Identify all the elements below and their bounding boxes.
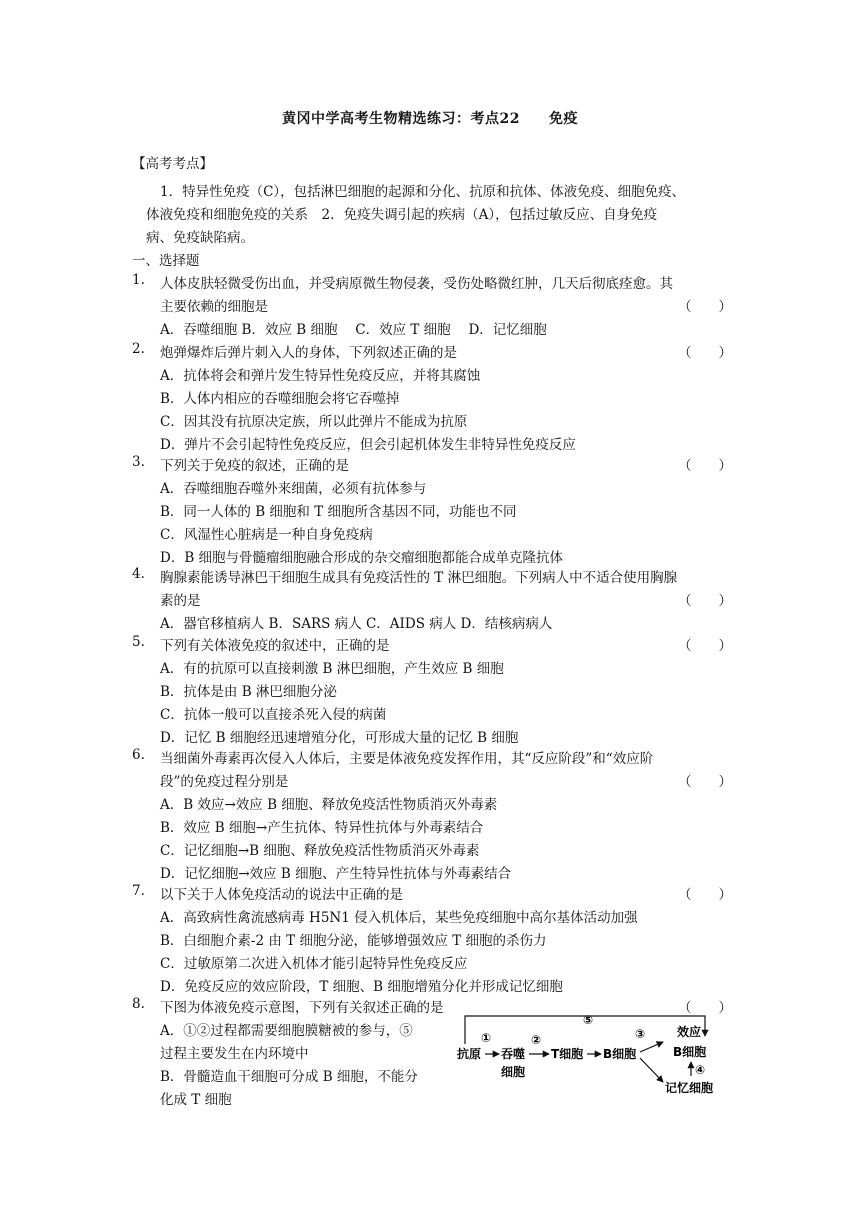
option: A．器官移植病人 B．SARS 病人 C．AIDS 病人 D．结核病病人 xyxy=(160,616,553,632)
option: D．记忆 B 细胞经迅速增殖分化，可形成大量的记忆 B 细胞 xyxy=(160,730,519,746)
option: C．抗体一般可以直接杀死入侵的病菌 xyxy=(160,707,387,723)
step3-label: ③ xyxy=(635,1027,646,1041)
effector-label: 效应 xyxy=(677,1025,702,1039)
answer-blank: （ ） xyxy=(678,299,732,315)
answer-blank: （ ） xyxy=(678,638,732,654)
question-text: 当细菌外毒素再次侵入人体后，主要是体液免疫发挥作用，其“反应阶段”和“效应阶 xyxy=(160,751,654,767)
option: D．免疫反应的效应阶段，T 细胞、B 细胞增殖分化并形成记忆细胞 xyxy=(160,979,563,995)
question-text: 以下关于人体免疫活动的说法中正确的是 xyxy=(160,887,403,903)
option: B．抗体是由 B 淋巴细胞分泌 xyxy=(160,684,337,700)
option: B．人体内相应的吞噬细胞会将它吞噬掉 xyxy=(160,391,400,407)
option: A．高致病性禽流感病毒 H5N1 侵入机体后，某些免疫细胞中高尔基体活动加强 xyxy=(160,910,638,926)
answer-blank: （ ） xyxy=(678,774,732,790)
question-number: 3. xyxy=(132,454,145,470)
b-cell-label: B细胞 xyxy=(603,1047,637,1061)
arrow-to-effector xyxy=(640,1042,663,1052)
question-text: 素的是 xyxy=(160,593,201,609)
question-text: 下列有关体液免疫的叙述中，正确的是 xyxy=(160,638,390,654)
question-number: 1. xyxy=(132,272,145,288)
option: B．骨髓造血干细胞可分成 B 细胞，不能分 xyxy=(160,1069,418,1085)
question-number: 6. xyxy=(132,747,145,763)
question-number: 2. xyxy=(132,341,145,357)
step4-label: ④ xyxy=(695,1063,706,1077)
option: D．记忆细胞→效应 B 细胞、产生特异性抗体与外毒素结合 xyxy=(160,866,512,882)
option: D．弹片不会引起特性免疫反应，但会引起机体发生非特异性免疫反应 xyxy=(160,437,576,453)
question-text: 人体皮肤轻微受伤出血，并受病原微生物侵袭，受伤处略微红肿，几天后彻底痊愈。其 xyxy=(160,276,673,292)
option: B．效应 B 细胞→产生抗体、特异性抗体与外毒素结合 xyxy=(160,820,484,836)
question-text: 段”的免疫过程分别是 xyxy=(160,774,289,790)
option: C．因其没有抗原决定族，所以此弹片不能成为抗原 xyxy=(160,414,468,430)
option: C．过敏原第二次进入机体才能引起特异性免疫反应 xyxy=(160,956,468,972)
option: C．记忆细胞→B 细胞、释放免疫活性物质消灭外毒素 xyxy=(160,843,480,859)
option: A．抗体将会和弹片发生特异性免疫反应，并将其腐蚀 xyxy=(160,368,481,384)
step5-label: ⑤ xyxy=(583,1013,594,1027)
t-cell-label: T细胞 xyxy=(551,1047,584,1061)
answer-blank: （ ） xyxy=(678,887,732,903)
option: C．风湿性心脏病是一种自身免疫病 xyxy=(160,527,373,543)
question-text: 下图为体液免疫示意图，下列有关叙述正确的是 xyxy=(160,1000,444,1016)
memory-cell-label: 记忆细胞 xyxy=(665,1081,714,1095)
option: B．白细胞介素-2 由 T 细胞分泌，能够增强效应 T 细胞的杀伤力 xyxy=(160,933,547,949)
section-title: 一、选择题 xyxy=(132,253,200,269)
option: 化成 T 细胞 xyxy=(160,1092,232,1108)
question-text: 主要依赖的细胞是 xyxy=(160,299,268,315)
question-text: 胸腺素能诱导淋巴干细胞生成具有免疫活性的 T 淋巴细胞。下列病人中不适合使用胸腺 xyxy=(160,570,678,586)
effector-b-cell-label: B细胞 xyxy=(673,1045,707,1059)
arrow-to-memory xyxy=(640,1058,663,1082)
option: A．吞噬细胞吞噬外来细菌，必须有抗体参与 xyxy=(160,481,427,497)
exam-points-line: 1．特异性免疫（C），包括淋巴细胞的起源和分化、抗原和抗体、体液免疫、细胞免疫、 xyxy=(160,184,686,200)
option: A．①②过程都需要细胞膜糖被的参与，⑤ xyxy=(160,1023,413,1039)
option: A．吞噬细胞 B．效应 B 细胞 C．效应 T 细胞 D．记忆细胞 xyxy=(160,322,547,338)
option: A．有的抗原可以直接刺激 B 淋巴细胞，产生效应 B 细胞 xyxy=(160,661,504,677)
step1-label: ① xyxy=(481,1031,492,1045)
option: B．同一人体的 B 细胞和 T 细胞所含基因不同，功能也不同 xyxy=(160,504,517,520)
answer-blank: （ ） xyxy=(678,458,732,474)
option: D．B 细胞与骨髓瘤细胞融合形成的杂交瘤细胞都能合成单克隆抗体 xyxy=(160,550,564,566)
question-number: 4. xyxy=(132,566,145,582)
phagocyte-label: 吞噬 xyxy=(501,1047,526,1061)
page-title: 黄冈中学高考生物精选练习：考点22 免疫 xyxy=(282,111,578,127)
option: A．B 效应→效应 B 细胞、释放免疫活性物质消灭外毒素 xyxy=(160,797,498,813)
exam-points-line: 体液免疫和细胞免疫的关系 2．免疫失调引起的疾病（A），包括过敏反应、自身免疫 xyxy=(146,207,658,223)
exam-points-line: 病、免疫缺陷病。 xyxy=(146,230,254,246)
answer-blank: （ ） xyxy=(678,345,732,361)
option: 过程主要发生在内环境中 xyxy=(160,1046,309,1062)
phagocyte-label-2: 细胞 xyxy=(501,1065,526,1079)
step2-label: ② xyxy=(531,1033,542,1047)
question-text: 下列关于免疫的叙述，正确的是 xyxy=(160,458,349,474)
question-number: 8. xyxy=(132,996,145,1012)
antigen-label: 抗原 xyxy=(457,1047,482,1061)
question-text: 炮弹爆炸后弹片刺入人的身体，下列叙述正确的是 xyxy=(160,345,457,361)
question-number: 5. xyxy=(132,634,145,650)
humoral-immunity-diagram xyxy=(455,1006,730,1098)
answer-blank: （ ） xyxy=(678,593,732,609)
exam-points-heading: 【高考考点】 xyxy=(132,156,213,172)
answer-blank: （ ） xyxy=(678,1000,732,1016)
question-number: 7. xyxy=(132,883,145,899)
